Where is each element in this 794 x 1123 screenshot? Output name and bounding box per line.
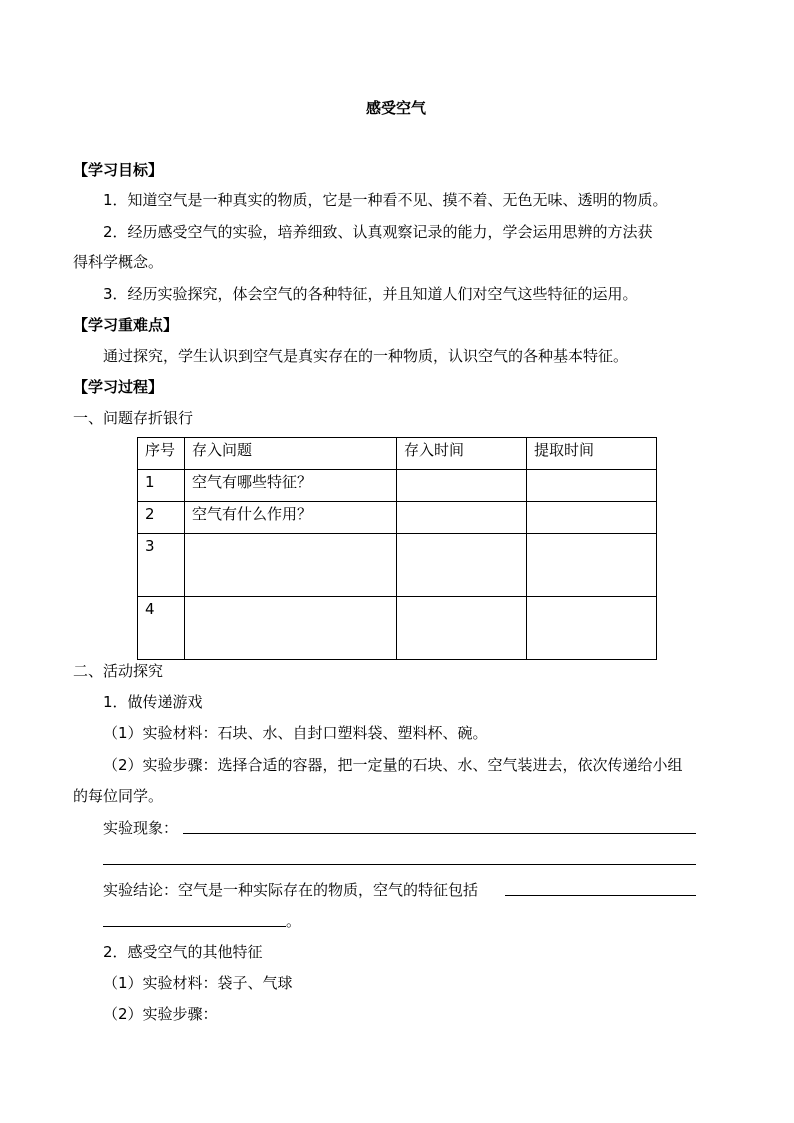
- cell-in-time[interactable]: [397, 597, 527, 660]
- table-row: [138, 597, 657, 660]
- key-heading: 【学习重难点】: [73, 316, 179, 334]
- cell-question[interactable]: 空气有什么作用？: [185, 502, 397, 534]
- conclusion-label: 实验结论：空气是一种实际存在的物质，空气的特征包括: [103, 881, 479, 899]
- cell-out-time[interactable]: [527, 502, 657, 534]
- activity-2-steps: （2）实验步骤：: [103, 1005, 218, 1023]
- activity-1-materials: （1）实验材料：石块、水、自封口塑料袋、塑料杯、碗。: [103, 724, 488, 742]
- conclusion-answer-line-1[interactable]: [505, 895, 696, 896]
- cell-in-time[interactable]: [397, 502, 527, 534]
- cell-in-time[interactable]: [397, 470, 527, 502]
- cell-no: 2: [138, 502, 185, 534]
- header-cell-out-time: 提取时间: [527, 438, 657, 470]
- cell-out-time[interactable]: [527, 534, 657, 597]
- key-text: 通过探究，学生认识到空气是真实存在的一种物质，认识空气的各种基本特征。: [103, 347, 629, 365]
- conclusion-end: 。: [286, 912, 302, 930]
- goals-heading: 【学习目标】: [73, 161, 164, 179]
- table-row: [138, 502, 657, 534]
- cell-no: 4: [138, 597, 185, 660]
- cell-no: 1: [138, 470, 185, 502]
- cell-in-time[interactable]: [397, 534, 527, 597]
- activity-1-title: 1．做传递游戏: [103, 693, 203, 711]
- section-2-heading: 二、活动探究: [73, 662, 164, 680]
- cell-out-time[interactable]: [527, 470, 657, 502]
- question-bank-table: [137, 437, 657, 660]
- activity-1-steps-line-2: 的每位同学。: [73, 787, 164, 805]
- header-cell-question: 存入问题: [185, 438, 397, 470]
- section-1-heading: 一、问题存折银行: [73, 409, 194, 427]
- cell-no: 3: [138, 534, 185, 597]
- cell-out-time[interactable]: [527, 597, 657, 660]
- page-title: 感受空气: [366, 99, 427, 117]
- header-cell-no: 序号: [138, 438, 185, 470]
- goal-item-2-line-2: 得科学概念。: [73, 253, 164, 271]
- phenomenon-answer-line-2[interactable]: [103, 864, 696, 865]
- cell-question[interactable]: 空气有哪些特征？: [185, 470, 397, 502]
- cell-question[interactable]: [185, 597, 397, 660]
- table-header-row: [138, 438, 657, 470]
- goal-item-3: 3．经历实验探究，体会空气的各种特征，并且知道人们对空气这些特征的运用。: [103, 285, 638, 303]
- goal-item-2-line-1: 2．经历感受空气的实验，培养细致、认真观察记录的能力，学会运用思辨的方法获: [103, 223, 653, 241]
- goal-item-1: 1．知道空气是一种真实的物质，它是一种看不见、摸不着、无色无味、透明的物质。: [103, 191, 668, 209]
- header-cell-in-time: 存入时间: [397, 438, 527, 470]
- cell-question[interactable]: [185, 534, 397, 597]
- phenomenon-label: 实验现象：: [103, 819, 179, 837]
- activity-2-title: 2．感受空气的其他特征: [103, 943, 263, 961]
- table-row: [138, 534, 657, 597]
- phenomenon-answer-line-1[interactable]: [183, 833, 696, 834]
- activity-2-materials: （1）实验材料：袋子、气球: [103, 974, 293, 992]
- process-heading: 【学习过程】: [73, 378, 164, 396]
- activity-1-steps-line-1: （2）实验步骤：选择合适的容器，把一定量的石块、水、空气装进去，依次传递给小组: [103, 756, 683, 774]
- conclusion-answer-line-2[interactable]: [103, 926, 286, 927]
- table-row: [138, 470, 657, 502]
